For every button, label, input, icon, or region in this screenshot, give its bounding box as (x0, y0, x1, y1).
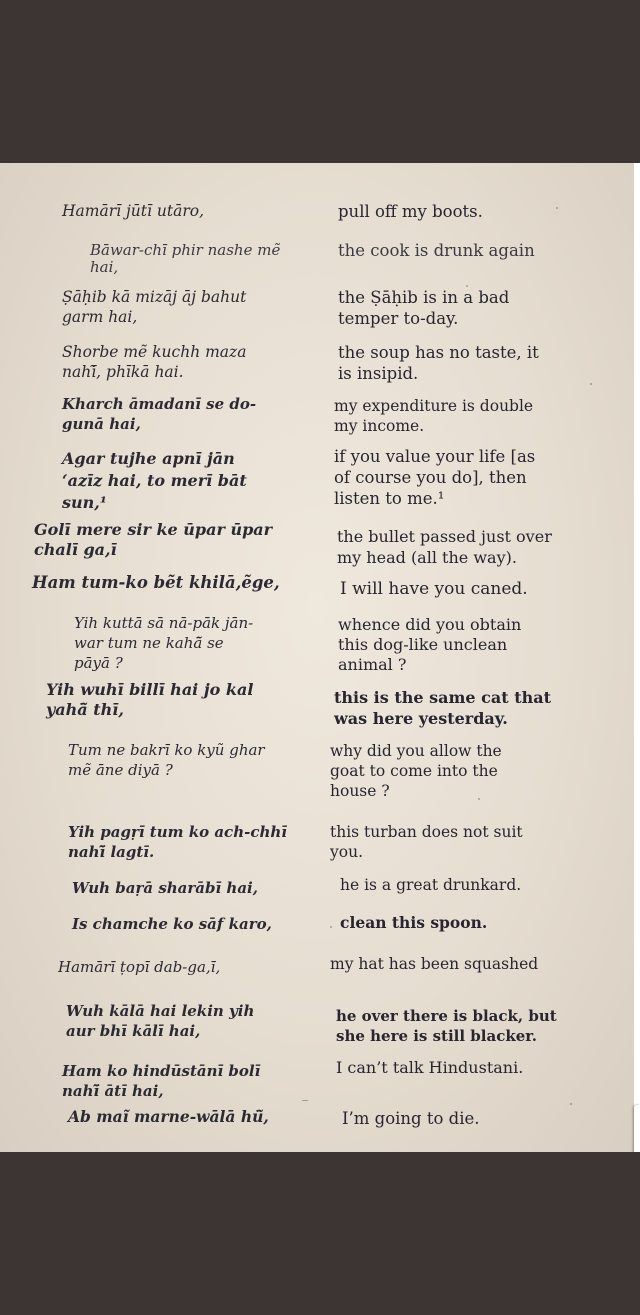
english-translation: the soup has no taste, it is insipid. (338, 343, 539, 383)
paper-speck (590, 383, 592, 385)
paper-speck (302, 1100, 308, 1101)
english-translation: my hat has been squashed (330, 955, 539, 973)
english-translation: I will have you caned. (340, 579, 528, 599)
paper-speck (466, 285, 468, 287)
hindustani-phrase: Wuh kālā hai lekin yih aur bhī kālī hai, (66, 1002, 255, 1040)
hindustani-phrase: Ham tum-ko bẽt khilā,ẽge, (32, 573, 280, 592)
book-page (0, 163, 634, 1152)
hindustani-phrase: Tum ne bakrī ko kyũ ghar mẽ āne diyā ? (68, 741, 265, 779)
scrollbar-track (634, 163, 640, 1152)
english-translation: the bullet passed just over my head (all the way). (337, 527, 552, 567)
hindustani-phrase: Golī mere sir ke ūpar ūpar chalī ga,ī (34, 520, 273, 559)
hindustani-phrase: Yih wuhī billī hai jo kal yahā̃ thī, (46, 680, 254, 719)
paper-speck (478, 798, 480, 800)
hindustani-phrase: Wuh baṛā sharābī hai, (72, 879, 258, 897)
english-translation: I’m going to die. (342, 1109, 480, 1128)
hindustani-phrase: Ab maĩ marne-wālā hū̃, (68, 1107, 269, 1126)
english-translation: pull off my boots. (338, 202, 483, 221)
english-translation: clean this spoon. (340, 913, 488, 932)
bottom-dark-band (0, 1152, 640, 1315)
english-translation: the cook is drunk again (338, 241, 535, 260)
top-dark-band (0, 0, 640, 163)
hindustani-phrase: Hamārī ṭopī dab-ga,ī, (58, 958, 221, 976)
english-translation: my expenditure is double my income. (334, 397, 534, 435)
english-translation: I can’t talk Hindustani. (336, 1058, 524, 1077)
english-translation: why did you allow the goat to come into the house ? (330, 742, 502, 800)
hindustani-phrase: Yih pagṛī tum ko ach-chhī nahī̃ lagtī. (68, 823, 287, 861)
hindustani-phrase: Bāwar-chī phir nashe mẽ hai, (90, 241, 281, 276)
english-translation: this is the same cat that was here yesterday. (334, 688, 552, 728)
paper-speck (556, 207, 558, 209)
hindustani-phrase: Is chamche ko sāf karo, (72, 915, 272, 933)
hindustani-phrase: Kharch āmadanī se do- gunā hai, (62, 395, 257, 433)
english-translation: if you value your life [as of course you do], then listen to me.¹ (334, 447, 536, 508)
hindustani-phrase: Ṣāḥib kā mizāj āj bahut garm hai, (62, 288, 247, 326)
english-translation: the Ṣāḥib is in a bad temper to-day. (338, 288, 510, 328)
hindustani-phrase: Hamārī jūtī utāro, (62, 202, 205, 220)
hindustani-phrase: Ham ko hindūstānī bolī nahī̃ ātī hai, (62, 1062, 261, 1100)
english-translation: he is a great drunkard. (340, 876, 522, 894)
hindustani-phrase: Yih kuttā sā nā-pāk jān- war tum ne kahā̃ se pāyā ? (74, 614, 254, 672)
english-translation: he over there is black, but she here is still blacker. (336, 1007, 557, 1045)
paper-speck (330, 926, 332, 928)
english-translation: whence did you obtain this dog-like unclean animal ? (338, 615, 522, 674)
hindustani-phrase: Shorbe mẽ kuchh maza nahī̃, phīkā hai. (62, 343, 247, 381)
english-translation: this turban does not suit you. (330, 823, 523, 861)
hindustani-phrase: Agar tujhe apnī jān ‘azīz hai, to merī bāt sun,¹ (62, 449, 247, 512)
paper-speck (570, 1103, 572, 1105)
